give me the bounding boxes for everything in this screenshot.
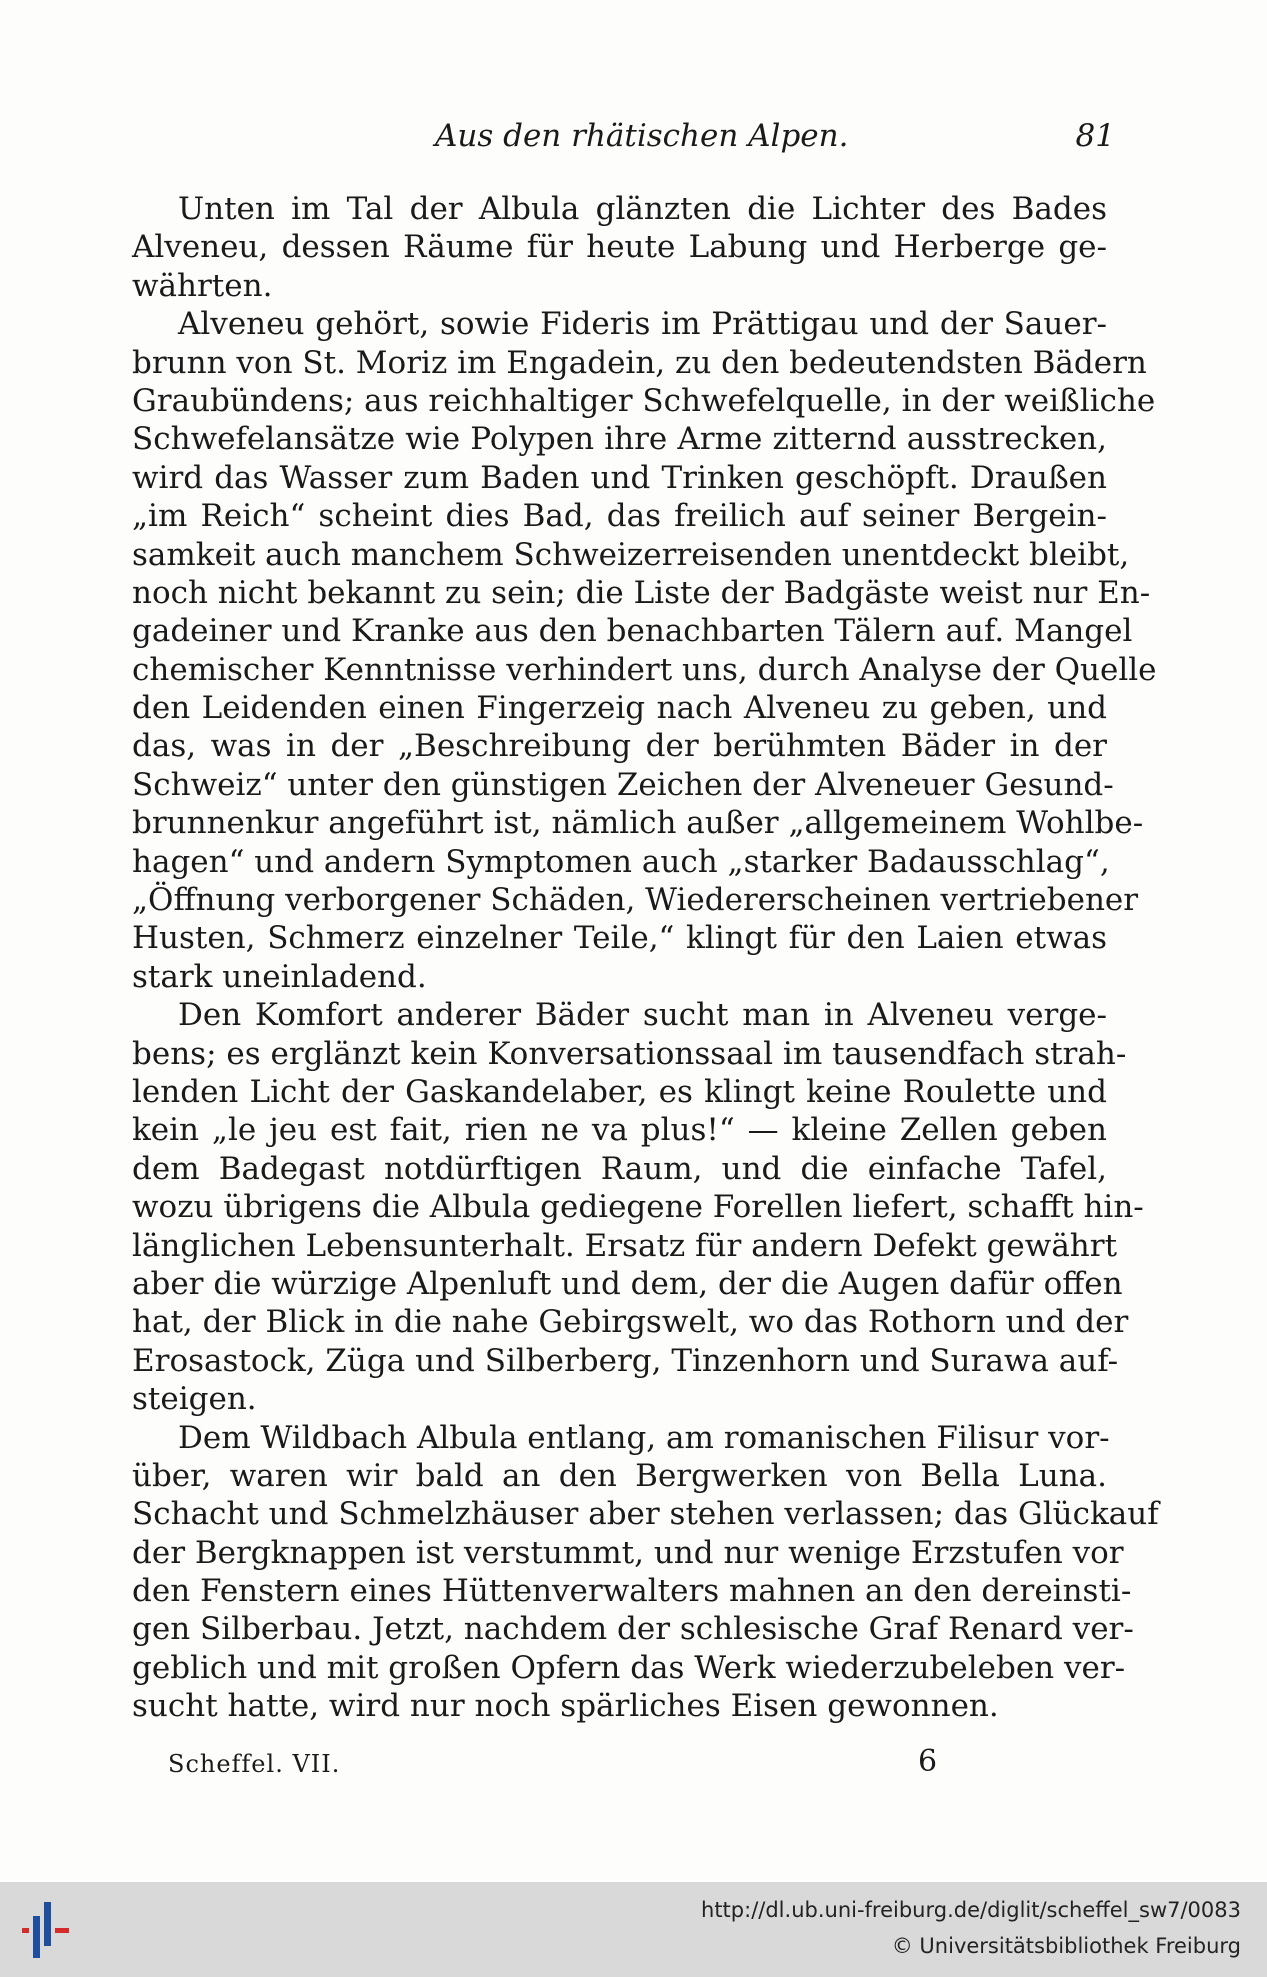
text-line: steigen. <box>132 1381 257 1418</box>
library-logo-icon <box>18 1898 78 1958</box>
page-number: 81 <box>1075 118 1115 154</box>
text-line: Den Komfort anderer Bäder sucht man in Alveneu verge- <box>178 997 1107 1034</box>
text-line: stark uneinladend. <box>132 958 427 995</box>
text-line: Dem Wildbach Albula entlang, am romanischen Filisur vor- <box>178 1419 1110 1456</box>
text-line: Schacht und Schmelzhäuser aber stehen verlassen; das Glückauf <box>132 1496 1159 1533</box>
text-line: gadeiner und Kranke aus den benachbarten Tälern auf. Mangel <box>132 613 1133 650</box>
text-line: lenden Licht der Gaskandelaber, es klingt keine Roulette und <box>132 1073 1107 1110</box>
text-line: den Leidenden einen Fingerzeig nach Alveneu zu geben, und <box>132 690 1107 727</box>
text-line: „im Reich“ scheint dies Bad, das freilich auf seiner Bergein- <box>132 498 1107 535</box>
text-line: Husten, Schmerz einzelner Teile,“ klingt für den Laien etwas <box>132 920 1107 957</box>
text-line: samkeit auch manchem Schweizerreisenden unentdeckt bleibt, <box>132 536 1130 573</box>
text-line: das, was in der „Beschreibung der berühmten Bäder in der <box>132 728 1107 765</box>
copyright-notice: © Universitätsbibliothek Freiburg <box>891 1934 1241 1958</box>
text-line: hat, der Blick in die nahe Gebirgswelt, wo das Rothorn und der <box>132 1304 1129 1341</box>
text-line: hagen“ und andern Symptomen auch „starker Badausschlag“, <box>132 843 1110 880</box>
text-line: chemischer Kenntnisse verhindert uns, durch Analyse der Quelle <box>132 651 1157 688</box>
source-url[interactable]: http://dl.ub.uni-freiburg.de/diglit/scheffel_sw7/0083 <box>701 1898 1241 1922</box>
text-line: Schwefelansätze wie Polypen ihre Arme zitternd ausstrecken, <box>132 421 1107 458</box>
running-head-title: Aus den rhätischen Alpen. <box>435 118 849 154</box>
text-line: brunnenkur angeführt ist, nämlich außer „allgemeinem Wohlbe- <box>132 805 1144 842</box>
text-line: geblich und mit großen Opfern das Werk wiederzubeleben ver- <box>132 1649 1126 1686</box>
sheet-number: 6 <box>918 1744 938 1779</box>
text-line: über, waren wir bald an den Bergwerken von Bella Luna. <box>132 1457 1107 1494</box>
viewer-footer-bar <box>0 1882 1267 1977</box>
text-line: Schweiz“ unter den günstigen Zeichen der Alveneuer Gesund- <box>132 766 1114 803</box>
text-line: gen Silberbau. Jetzt, nachdem der schlesische Graf Renard ver- <box>132 1611 1134 1648</box>
text-line: der Bergknappen ist verstummt, und nur wenige Erzstufen vor <box>132 1534 1124 1571</box>
text-line: länglichen Lebensunterhalt. Ersatz für andern Defekt gewährt <box>132 1227 1118 1264</box>
text-line: Unten im Tal der Albula glänzten die Lichter des Bades <box>178 191 1107 227</box>
text-line: dem Badegast notdürftigen Raum, und die einfache Tafel, <box>132 1150 1107 1187</box>
text-line: wird das Wasser zum Baden und Trinken geschöpft. Draußen <box>132 459 1107 496</box>
text-line: bens; es erglänzt kein Konversationssaal im tausendfach strah- <box>132 1035 1127 1072</box>
text-line: Graubündens; aus reichhaltiger Schwefelquelle, in der weißliche <box>132 382 1156 419</box>
text-line: noch nicht bekannt zu sein; die Liste der Badgäste weist nur En- <box>132 574 1151 611</box>
text-line: Alveneu gehört, sowie Fideris im Prättigau und der Sauer- <box>178 306 1107 343</box>
text-line: wozu übrigens die Albula gediegene Forellen liefert, schafft hin- <box>132 1189 1144 1226</box>
running-head <box>130 118 1115 158</box>
body-text <box>132 190 1159 1726</box>
signature-mark: Scheffel. VII. <box>168 1750 341 1778</box>
text-line: währten. <box>132 267 273 304</box>
text-line: aber die würzige Alpenluft und dem, der die Augen dafür offen <box>132 1265 1123 1302</box>
text-line: Erosastock, Züga und Silberberg, Tinzenhorn und Surawa auf- <box>132 1342 1119 1379</box>
text-line: brunn von St. Moriz im Engadein, zu den bedeutendsten Bädern <box>132 344 1147 381</box>
text-line: Alveneu, dessen Räume für heute Labung und Herberge ge- <box>132 229 1107 266</box>
text-line: kein „le jeu est fait, rien ne va plus!“ — kleine Zellen geben <box>132 1112 1107 1149</box>
text-line: sucht hatte, wird nur noch spärliches Eisen gewonnen. <box>132 1688 999 1725</box>
text-line: den Fenstern eines Hüttenverwalters mahnen an den dereinsti- <box>132 1573 1132 1610</box>
text-line: „Öffnung verborgener Schäden, Wiedererscheinen vertriebener <box>132 882 1139 919</box>
